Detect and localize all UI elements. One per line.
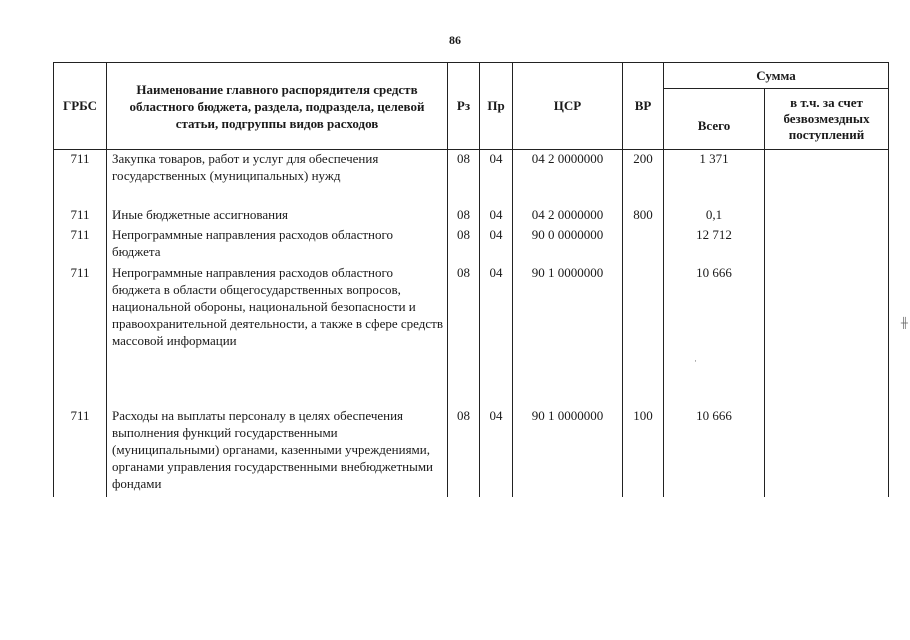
cell-rz: 08 [448,264,480,407]
cell-csr: 04 2 0000000 [513,150,623,186]
cell-name: Непрограммные направления расходов областного бюджета [107,226,448,264]
header-bezvozm: в т.ч. за счет безвозмездных поступлений [765,89,889,150]
header-vr: ВР [623,63,664,150]
scan-artifact: · [694,356,697,366]
cell-vr: 100 [623,407,664,497]
cell-name: Иные бюджетные ассигнования [107,206,448,226]
cell-name: Закупка товаров, работ и услуг для обеспечения государственных (муниципальных) нужд [107,150,448,186]
table-row [54,264,889,407]
cell-vr [623,264,664,407]
header-csr: ЦСР [513,63,623,150]
cell-grbs: 711 [54,407,107,497]
cell-bezvozm [765,206,889,226]
cell-vsego: 0,1 [664,206,765,226]
cell-vsego: 1 371 [664,150,765,186]
header-grbs: ГРБС [54,63,107,150]
scan-artifact: ╫ [900,318,908,329]
cell-grbs: 711 [54,206,107,226]
header-summa: Сумма [664,63,889,89]
cell-vsego: 10 666 [664,407,765,497]
cell-pr: 04 [480,407,513,497]
cell-pr: 04 [480,206,513,226]
cell-grbs: 711 [54,226,107,264]
cell-pr: 04 [480,226,513,264]
header-rz: Рз [448,63,480,150]
cell-vr: 200 [623,150,664,186]
cell-grbs: 711 [54,150,107,186]
cell-csr: 90 1 0000000 [513,264,623,407]
cell-rz: 08 [448,226,480,264]
cell-name: Расходы на выплаты персоналу в целях обеспечения выполнения функций государственными (муниципальными) органами, казенными учреждениями, органами управления государственными внебюджетными фондами [107,407,448,497]
header-name: Наименование главного распорядителя средств областного бюджета, раздела, подраздела, целевой статьи, подгруппы видов расходов [107,63,448,150]
cell-grbs: 711 [54,264,107,407]
cell-bezvozm [765,150,889,186]
cell-pr: 04 [480,150,513,186]
header-vsego: Всего [664,89,765,150]
cell-bezvozm [765,264,889,407]
cell-bezvozm [765,226,889,264]
table-row [54,150,889,186]
spacer-row [54,186,889,206]
cell-vr [623,226,664,264]
cell-name: Непрограммные направления расходов областного бюджета в области общегосударственных вопросов, национальной обороны, национальной безопасности и правоохранительной деятельности, а также в сфере средств массовой информации [107,264,448,407]
cell-csr: 90 1 0000000 [513,407,623,497]
table-header [54,63,889,150]
cell-rz: 08 [448,407,480,497]
cell-bezvozm [765,407,889,497]
cell-rz: 08 [448,150,480,186]
cell-vsego: 12 712 [664,226,765,264]
cell-vsego: 10 666 [664,264,765,407]
cell-csr: 04 2 0000000 [513,206,623,226]
cell-csr: 90 0 0000000 [513,226,623,264]
table-row [54,226,889,264]
cell-pr: 04 [480,264,513,407]
header-pr: Пр [480,63,513,150]
budget-table [53,62,889,497]
table-row [54,206,889,226]
table-row [54,407,889,497]
cell-vr: 800 [623,206,664,226]
page-number: 86 [449,33,461,47]
cell-rz: 08 [448,206,480,226]
